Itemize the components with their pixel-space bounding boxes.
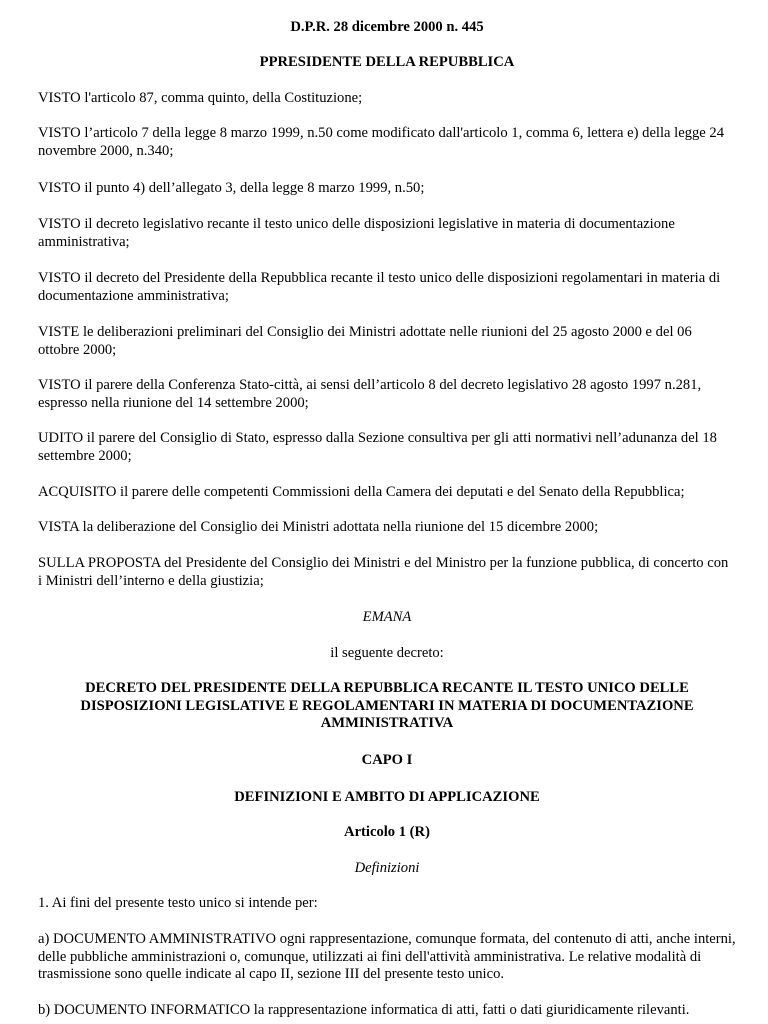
article-number: Articolo 1 (R): [344, 824, 430, 840]
preamble-paragraph: SULLA PROPOSTA del Presidente del Consiglio dei Ministri e del Ministro per la funzione pubblica, di concerto con i Ministri dell’interno e della giustizia;: [38, 555, 729, 589]
enactment-intro: il seguente decreto:: [330, 645, 444, 661]
decree-title-line: DECRETO DEL PRESIDENTE DELLA REPUBBLICA RECANTE IL TESTO UNICO DELLE: [85, 680, 689, 696]
preamble-paragraph: VISTO il punto 4) dell’allegato 3, della legge 8 marzo 1999, n.50;: [38, 180, 425, 196]
preamble-paragraph: VISTO il decreto del Presidente della Repubblica recante il testo unico delle disposizioni regolamentari in materia di documentazione amministrativa;: [38, 270, 721, 304]
article-title: Definizioni: [354, 860, 420, 876]
enactment-emana: EMANA: [362, 609, 412, 625]
preamble-paragraph: VISTE le deliberazioni preliminari del Consiglio dei Ministri adottate nelle riunioni del 25 agosto 2000 e del 06 ottobre 2000;: [38, 324, 692, 358]
preamble-paragraph: VISTO l'articolo 87, comma quinto, della Costituzione;: [38, 90, 363, 106]
preamble-paragraph: VISTO l’articolo 7 della legge 8 marzo 1999, n.50 come modificato dall'articolo 1, comma 6, lettera e) della legge 24 novembre 2000, n.340;: [38, 125, 725, 159]
decree-identifier: D.P.R. 28 dicembre 2000 n. 445: [290, 19, 484, 35]
preamble-paragraph: VISTO il decreto legislativo recante il testo unico delle disposizioni legislative in materia di documentazione amministrativa;: [38, 216, 675, 250]
issuing-authority: PPRESIDENTE DELLA REPUBBLICA: [259, 54, 515, 70]
preamble-paragraph: VISTA la deliberazione del Consiglio dei Ministri adottata nella riunione del 15 dicembre 2000;: [38, 519, 599, 535]
decree-title: [38, 680, 736, 733]
preamble-paragraph: UDITO il parere del Consiglio di Stato, espresso dalla Sezione consultiva per gli atti normativi nell’adunanza del 18 settembre 2000;: [38, 430, 717, 464]
preamble-paragraph: VISTO il parere della Conferenza Stato-città, ai sensi dell’articolo 8 del decreto legislativo 28 agosto 1997 n.281, espresso nella riunione del 14 settembre 2000;: [38, 377, 702, 411]
chapter-title: DEFINIZIONI E AMBITO DI APPLICAZIONE: [234, 789, 540, 805]
decree-title-line: DISPOSIZIONI LEGISLATIVE E REGOLAMENTARI IN MATERIA DI DOCUMENTAZIONE: [80, 697, 694, 714]
body-paragraph: 1. Ai fini del presente testo unico si intende per:: [38, 895, 318, 911]
decree-title-line: AMMINISTRATIVA: [320, 715, 454, 731]
body-paragraph: a) DOCUMENTO AMMINISTRATIVO ogni rappresentazione, comunque formata, del contenuto di atti, anche interni, delle pubbliche amministrazioni o, comunque, utilizzati ai fini dell'attività amministrativa. Le relative modalità di trasmissione sono quelle indicate al capo II, sezione III del presente testo unico.: [38, 931, 736, 982]
chapter-number: CAPO I: [361, 752, 413, 768]
preamble-paragraph: ACQUISITO il parere delle competenti Commissioni della Camera dei deputati e del Senato della Repubblica;: [38, 484, 685, 500]
body-paragraph: b) DOCUMENTO INFORMATICO la rappresentazione informatica di atti, fatti o dati giuridicamente rilevanti.: [38, 1002, 690, 1018]
